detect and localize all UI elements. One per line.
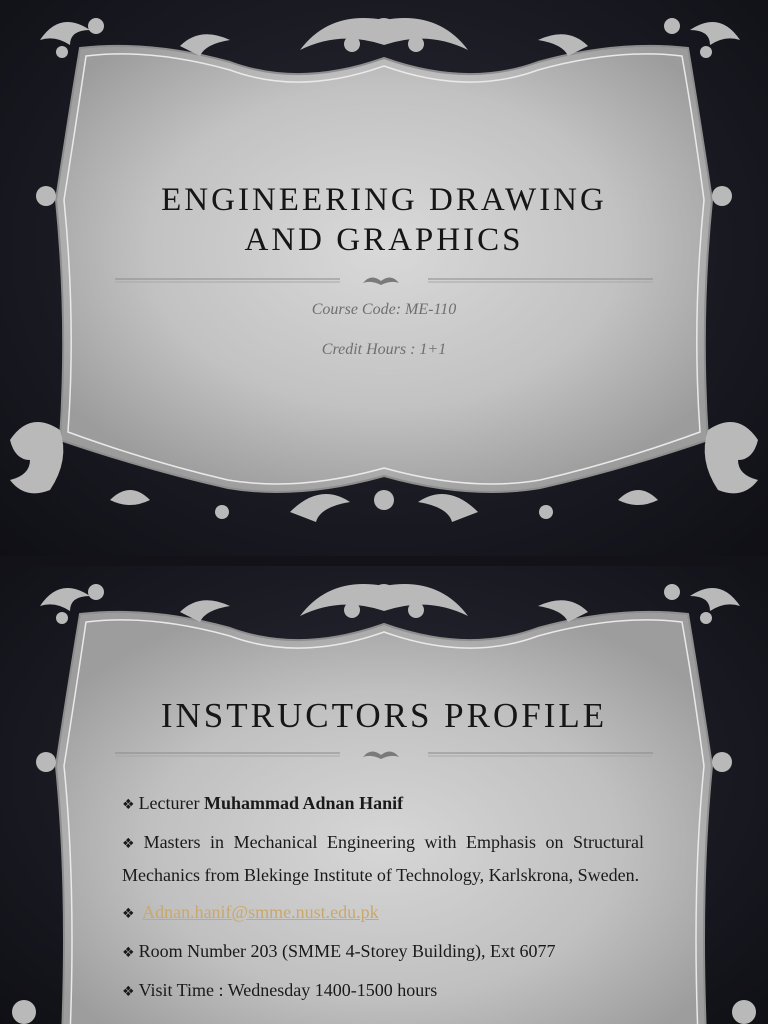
lecturer-name: Muhammad Adnan Hanif <box>204 793 404 813</box>
bullet-visit <box>122 975 644 1008</box>
diamond-bullet-icon: ❖ <box>122 797 135 813</box>
lecturer-prefix: Lecturer <box>138 793 200 813</box>
room-text: Room Number 203 (SMME 4-Storey Building), Ext 6077 <box>138 941 556 961</box>
course-code: Course Code: ME-110 <box>311 301 457 318</box>
title-line-1: ENGINEERING DRAWING <box>161 182 607 218</box>
bullet-masters <box>122 827 644 891</box>
slide-instructor <box>0 566 768 1024</box>
slide-title-heading <box>0 180 768 260</box>
bullet-lecturer <box>122 788 644 821</box>
credit-hours: Credit Hours : 1+1 <box>321 341 447 358</box>
slide-heading: INSTRUCTORS PROFILE <box>160 696 608 735</box>
diamond-bullet-icon: ❖ <box>122 945 135 961</box>
email-link[interactable]: Adnan.hanif@smme.nust.edu.pk <box>142 902 379 922</box>
diamond-bullet-icon: ❖ <box>122 836 140 852</box>
slide-separator <box>0 556 768 566</box>
diamond-bullet-icon: ❖ <box>122 984 135 1000</box>
profile-bullet-list <box>122 788 644 1014</box>
divider-scroll-icon <box>115 748 653 762</box>
title-line-2: AND GRAPHICS <box>244 222 524 258</box>
divider-scroll-icon <box>115 274 653 288</box>
bullet-email <box>122 897 644 930</box>
visit-text: Visit Time : Wednesday 1400-1500 hours <box>138 980 438 1000</box>
diamond-bullet-icon: ❖ <box>122 906 135 922</box>
bullet-room <box>122 936 644 969</box>
masters-text: Masters in Mechanical Engineering with Emphasis on Structural Mechanics from Blekinge Institute of Technology, Karlskrona, Sweden. <box>122 832 644 885</box>
